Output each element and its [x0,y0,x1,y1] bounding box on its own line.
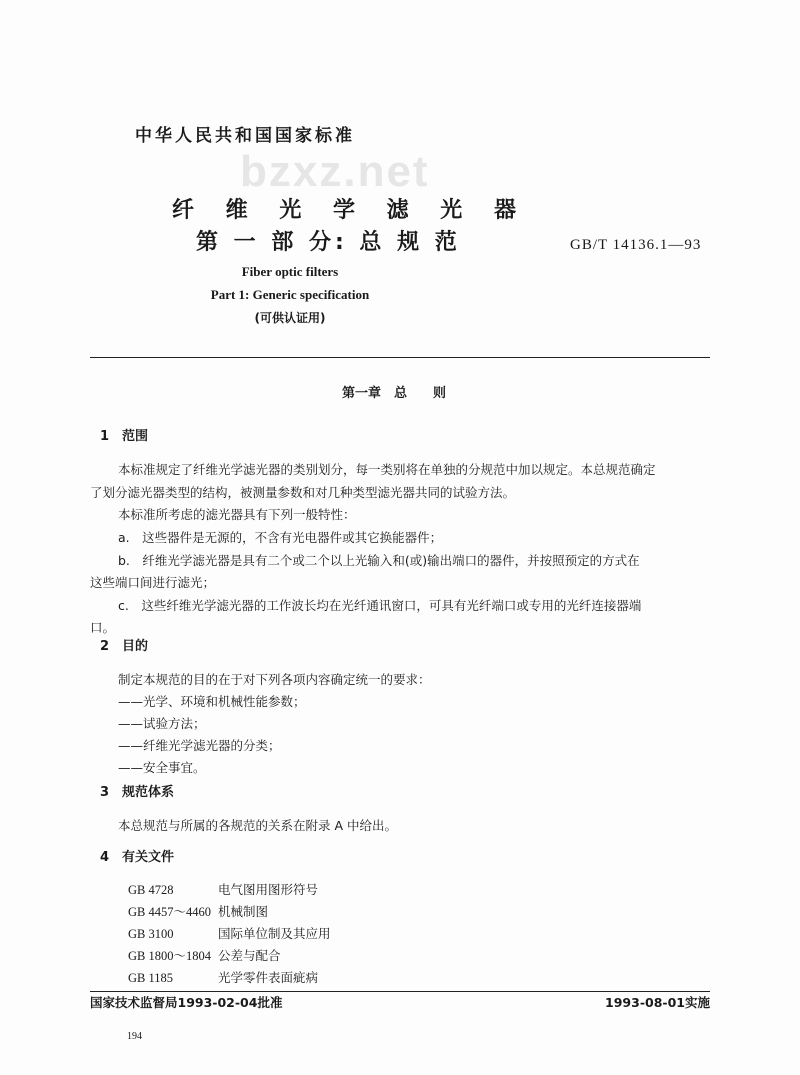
reference-code: GB 4728 [128,883,174,897]
paragraph-line: 本标准规定了纤维光学滤光器的类别划分，每一类别将在单独的分规范中加以规定。本总规范确定 [118,462,656,477]
paragraph-line: ——安全事宜。 [118,760,206,775]
section-heading: 2 目的 [100,639,149,654]
reference-name: 国际单位制及其应用 [218,926,331,941]
reference-code: GB 1800～1804 [128,949,211,963]
english-title: Fiber optic filters [241,264,339,279]
section-heading: 4 有关文件 [100,850,175,865]
paragraph-line: 了划分滤光器类型的结构，被测量参数和对几种类型滤光器共同的试验方法。 [90,485,516,500]
reference-name: 机械制图 [218,904,269,919]
paragraph-line: 口。 [90,620,116,635]
reference-item [128,970,318,986]
chapter-heading: 第一章 总 则 [342,386,447,401]
effective-date: 1993-08-01实施 [605,995,710,1010]
standard-code: GB/T 14136.1—93 [570,237,702,253]
certification-note: (可供认证用) [254,311,326,325]
divider [90,357,710,358]
english-part: Part 1: Generic specification [210,287,370,302]
reference-item [128,904,268,920]
reference-code: GB 4457～4460 [128,905,211,919]
reference-item [128,948,281,964]
paragraph-line: ——试验方法； [118,716,206,731]
issuing-body: 中华人民共和国国家标准 [135,126,355,146]
reference-item [128,926,331,942]
paragraph-line: 本总规范与所属的各规范的关系在附录 A 中给出。 [118,818,397,833]
page-number: 194 [127,1031,142,1042]
reference-code: GB 3100 [128,927,174,941]
paragraph-line: 本标准所考虑的滤光器具有下列一般特性： [118,507,356,522]
paragraph-line: ——纤维光学滤光器的分类； [118,738,281,753]
paragraph-line: 这些端口间进行滤光； [90,575,216,590]
approval-date: 国家技术监督局1993-02-04批准 [90,995,283,1010]
document-subtitle: 第 一 部 分: 总 规 范 [196,230,461,255]
reference-name: 光学零件表面疵病 [218,970,319,985]
reference-item [128,882,318,898]
paragraph-line: c. 这些纤维光学滤光器的工作波长均在光纤通讯窗口，可具有光纤端口或专用的光纤连接器端 [118,598,642,613]
section-heading: 3 规范体系 [100,785,175,800]
paragraph-line: a. 这些器件是无源的，不含有光电器件或其它换能器件； [118,530,443,545]
paragraph-line: ——光学、环境和机械性能参数； [118,694,306,709]
watermark: bzxz.net [240,147,430,196]
reference-code: GB 1185 [128,971,174,985]
document-title: 纤 维 光 学 滤 光 器 [172,198,528,223]
paragraph-line: 制定本规范的目的在于对下列各项内容确定统一的要求： [118,672,431,687]
reference-name: 电气图用图形符号 [218,882,319,897]
paragraph-line: b. 纤维光学滤光器是具有二个或二个以上光输入和(或)输出端口的器件，并按照预定的方式在 [118,553,640,568]
reference-name: 公差与配合 [218,948,281,963]
section-heading: 1 范围 [100,429,149,444]
divider [90,991,710,992]
